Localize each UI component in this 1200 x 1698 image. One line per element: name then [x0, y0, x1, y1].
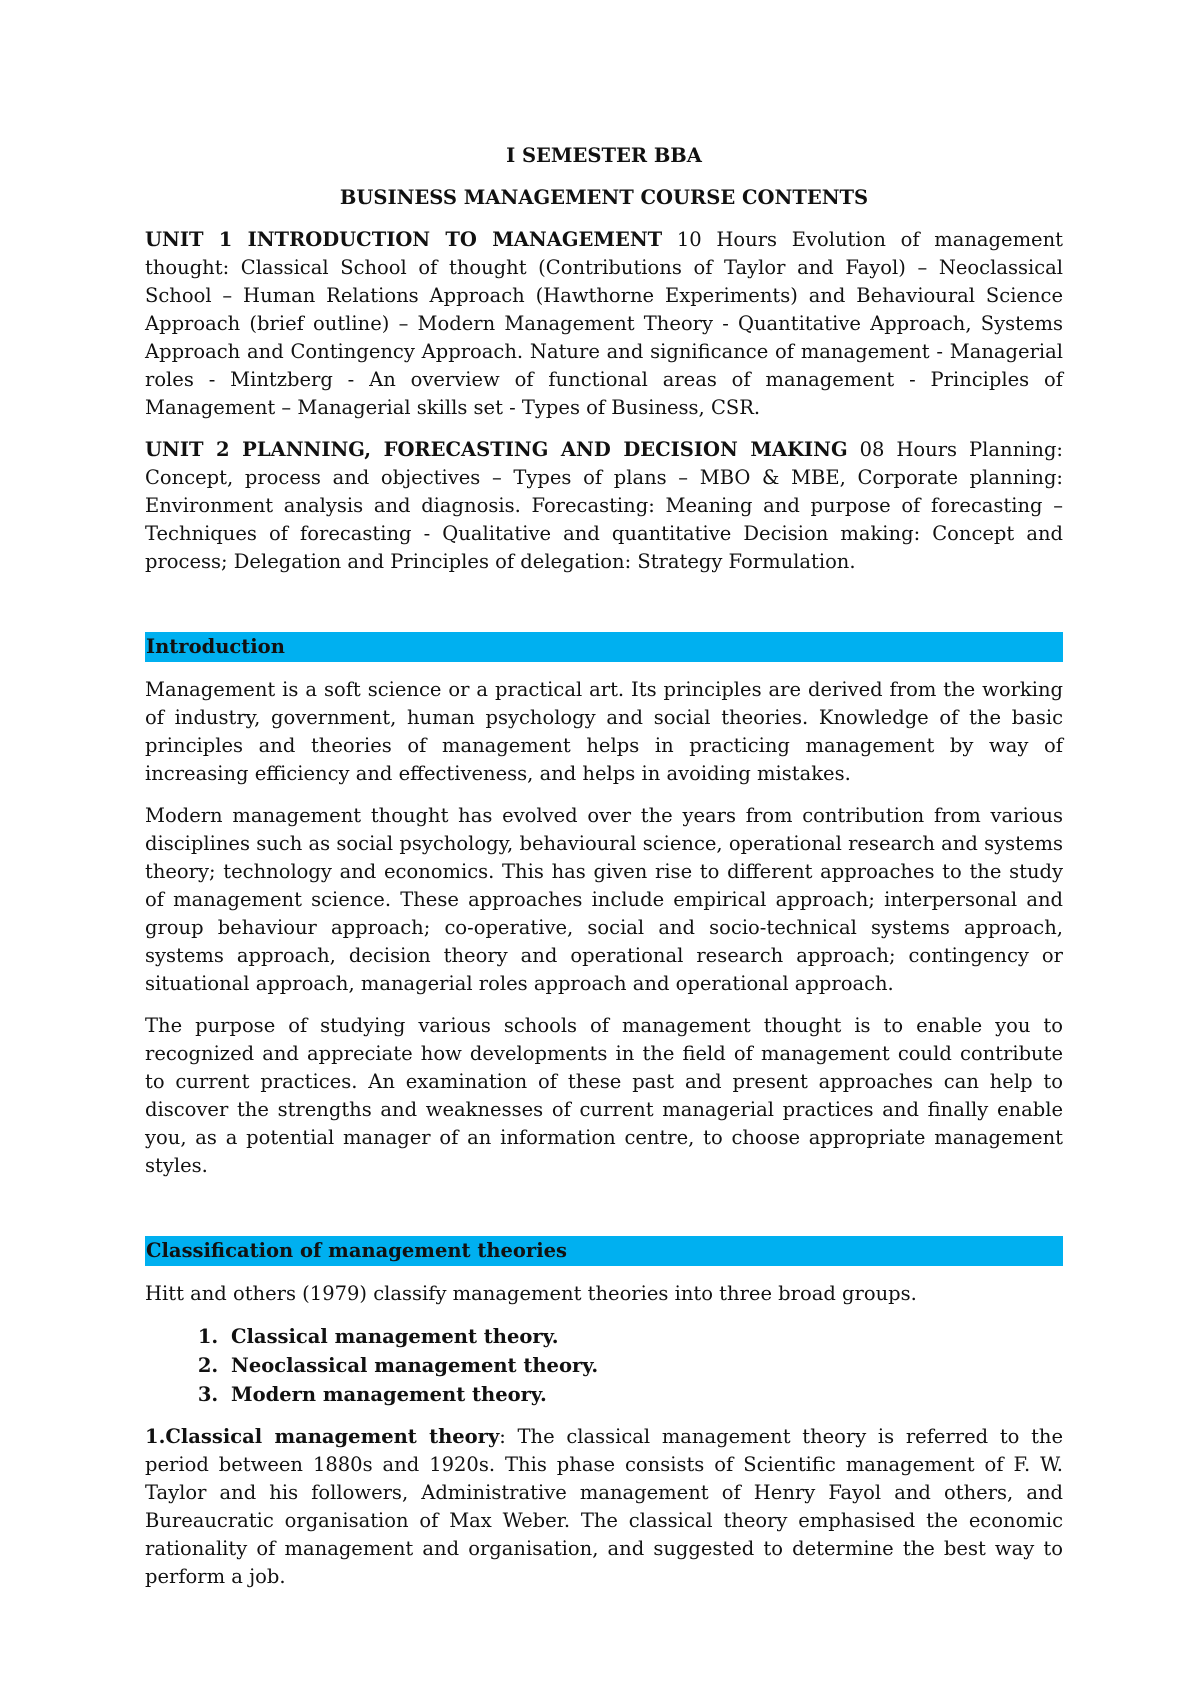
classification-intro: Hitt and others (1979) classify management theories into three broad groups.: [145, 1282, 917, 1305]
introduction-heading: Introduction: [145, 632, 1063, 662]
unit2-paragraph: [145, 436, 1063, 576]
unit1-title: UNIT 1 INTRODUCTION TO MANAGEMENT: [145, 228, 663, 251]
unit2-body: 08 Hours Planning: Concept, process and objectives – Types of plans – MBO & MBE, Corporate planning: Environment analysis and diagnosis. Forecasting: Meaning and purpose of forecasting – Techniques of forecasting - Qualitative and quantitative Decision making: Concept and process; Delegation and Principles of delegation: Strategy Formulation.: [145, 438, 1063, 573]
semester-title: I SEMESTER BBA: [506, 144, 702, 167]
document-page: [145, 142, 1063, 1605]
unit2-title: UNIT 2 PLANNING, FORECASTING AND DECISION MAKING: [145, 438, 848, 461]
unit1-paragraph: [145, 226, 1063, 422]
list-item: 2. Neoclassical management theory.: [225, 1351, 1063, 1380]
classical-title: 1.Classical management theory: [145, 1425, 500, 1448]
list-item: 1. Classical management theory.: [225, 1322, 1063, 1351]
intro-paragraph-3: The purpose of studying various schools of management thought is to enable you to recognized and appreciate how developments in the field of management could contribute to current practices. An examination of these past and present approaches can help to discover the strengths and weaknesses of current managerial practices and finally enable you, as a potential manager of an information centre, to choose appropriate management styles.: [145, 1014, 1063, 1177]
classical-body: : The classical management theory is referred to the period between 1880s and 1920s. This phase consists of Scientific management of F. W. Taylor and his followers, Administrative management of Henry Fayol and others, and Bureaucratic organisation of Max Weber. The classical theory emphasised the economic rationality of management and organisation, and suggested to determine the best way to perform a job.: [145, 1425, 1064, 1588]
list-item: 3. Modern management theory.: [225, 1380, 1063, 1409]
intro-paragraph-2: Modern management thought has evolved over the years from contribution from various disciplines such as social psychology, behavioural science, operational research and systems theory; technology and economics. This has given rise to different approaches to the study of management science. These approaches include empirical approach; interpersonal and group behaviour approach; co-operative, social and socio-technical systems approach, systems approach, decision theory and operational research approach; contingency or situational approach, managerial roles approach and operational approach.: [145, 804, 1063, 995]
classification-heading: Classification of management theories: [145, 1236, 1063, 1266]
intro-paragraph-1: Management is a soft science or a practical art. Its principles are derived from the working of industry, government, human psychology and social theories. Knowledge of the basic principles and theories of management helps in practicing management by way of increasing efficiency and effectiveness, and helps in avoiding mistakes.: [145, 678, 1063, 785]
classical-paragraph: [145, 1423, 1063, 1591]
theory-list: [145, 1322, 1063, 1409]
course-title: BUSINESS MANAGEMENT COURSE CONTENTS: [339, 186, 869, 209]
unit1-body: 10 Hours Evolution of management thought: Classical School of thought (Contributions of Taylor and Fayol) – Neoclassical School – Human Relations Approach (Hawthorne Experiments) and Behavioural Science Approach (brief outline) – Modern Management Theory - Quantitative Approach, Systems Approach and Contingency Approach. Nature and significance of management - Managerial roles - Mintzberg - An overview of functional areas of management - Principles of Management – Managerial skills set - Types of Business, CSR.: [145, 228, 1063, 419]
